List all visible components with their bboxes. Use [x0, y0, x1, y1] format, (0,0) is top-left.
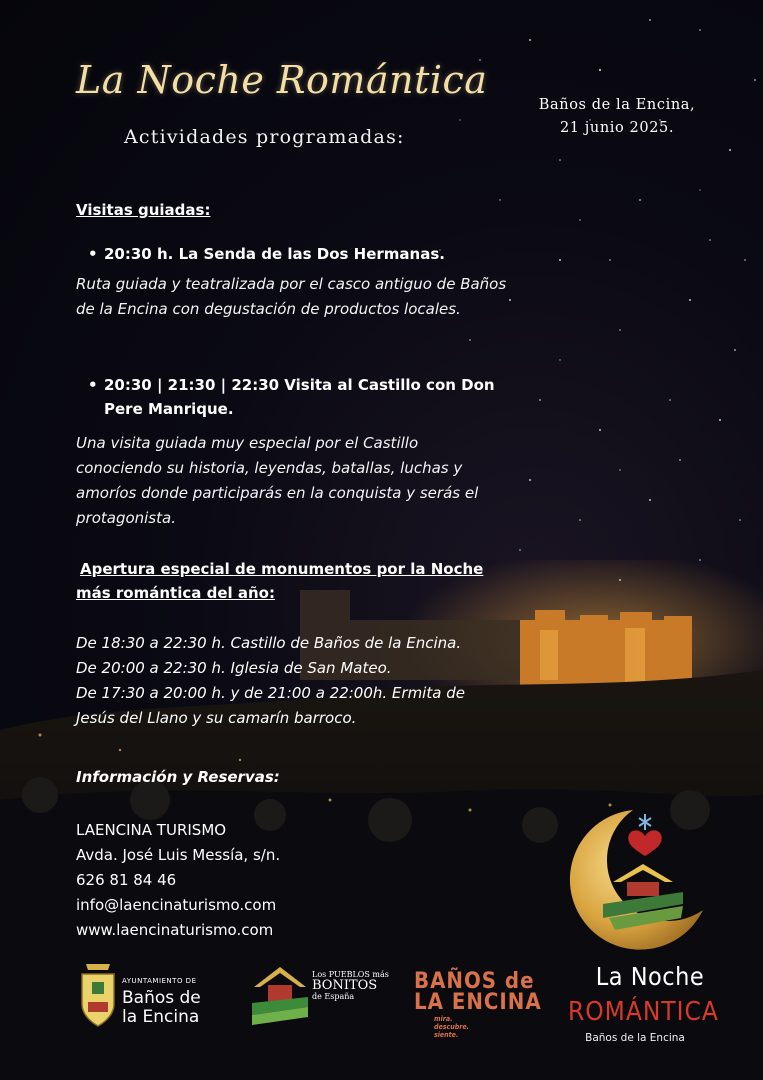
- contact-block: [76, 818, 280, 943]
- event-logo-subtitle: ROMÁNTICA: [568, 997, 719, 1027]
- visit-item-1-description: Ruta guiada y teatralizada por el casco antiguo de Baños de la Encina con degustación de productos locales.: [76, 275, 507, 318]
- town-crest-icon: [78, 960, 118, 1030]
- ayto-label-line2: la Encina: [122, 1007, 200, 1027]
- banos-tag2: descubre.: [434, 1023, 470, 1031]
- banos-tag1: mira.: [434, 1015, 453, 1023]
- banos-brand-logo: [414, 969, 542, 1039]
- info-heading: Información y Reservas:: [76, 768, 280, 786]
- visit-item-1-title: • 20:30 h. La Senda de las Dos Hermanas.: [88, 242, 518, 266]
- contact-address: Avda. José Luis Messía, s/n.: [76, 846, 281, 864]
- ayto-label-small: AYUNTAMIENTO DE: [122, 977, 197, 985]
- pueblos-emblem-icon: [250, 963, 310, 1027]
- pueblos-bonitos-logo: [250, 963, 389, 1031]
- monument-hours-line: De 18:30 a 22:30 h. Castillo de Baños de la Encina.: [76, 634, 462, 652]
- contact-website[interactable]: www.laencinaturismo.com: [76, 921, 274, 939]
- event-title: La Noche Romántica: [76, 58, 488, 102]
- event-logo-title: La Noche: [595, 962, 705, 991]
- pueblos-line1: Los PUEBLOS más: [312, 970, 389, 979]
- event-logo-place: Baños de la Encina: [585, 1032, 685, 1044]
- guided-visits-heading: Visitas guiadas:: [76, 201, 211, 219]
- contact-phone[interactable]: 626 81 84 46: [76, 871, 177, 889]
- pueblos-line2: BONITOS: [312, 978, 378, 993]
- place-date-block: [520, 94, 714, 140]
- ayto-label-line1: Baños de: [122, 988, 201, 1008]
- monument-hours-line: Jesús del Llano y su camarín barroco.: [76, 709, 357, 727]
- banos-brand-line2: LA ENCINA: [414, 990, 542, 1015]
- visit-item-2-description: Una visita guiada muy especial por el Castillo conociendo su historia, leyendas, batallas, luchas y amoríos donde participarás en la conquista y serás el protagonista.: [76, 434, 479, 527]
- event-place: Baños de la Encina,: [538, 97, 696, 113]
- event-date: 21 junio 2025.: [559, 120, 675, 136]
- contact-email[interactable]: info@laencinaturismo.com: [76, 896, 277, 914]
- visit-item-2-title: • 20:30 | 21:30 | 22:30 Visita al Castillo con Don Pere Manrique.: [88, 373, 508, 421]
- pueblos-text: [312, 969, 392, 1002]
- monuments-heading-line1: Apertura especial de monumentos por la Noche: [80, 560, 484, 578]
- contact-org: LAENCINA TURISMO: [76, 821, 227, 839]
- monuments-heading-line2: más romántica del año:: [76, 584, 275, 602]
- banos-tag3: siente.: [434, 1031, 459, 1039]
- ayto-label: [122, 989, 201, 1027]
- moon-heart-icon: [553, 800, 713, 970]
- pueblos-line3: de España: [312, 992, 355, 1001]
- monument-hours: [76, 631, 516, 731]
- event-subtitle: Actividades programadas:: [124, 126, 405, 148]
- banos-brand-line1: BAÑOS de: [414, 969, 535, 994]
- monument-hours-line: De 17:30 a 20:00 h. y de 21:00 a 22:00h. Ermita de: [76, 684, 465, 702]
- monument-hours-line: De 20:00 a 22:30 h. Iglesia de San Mateo.: [76, 659, 392, 677]
